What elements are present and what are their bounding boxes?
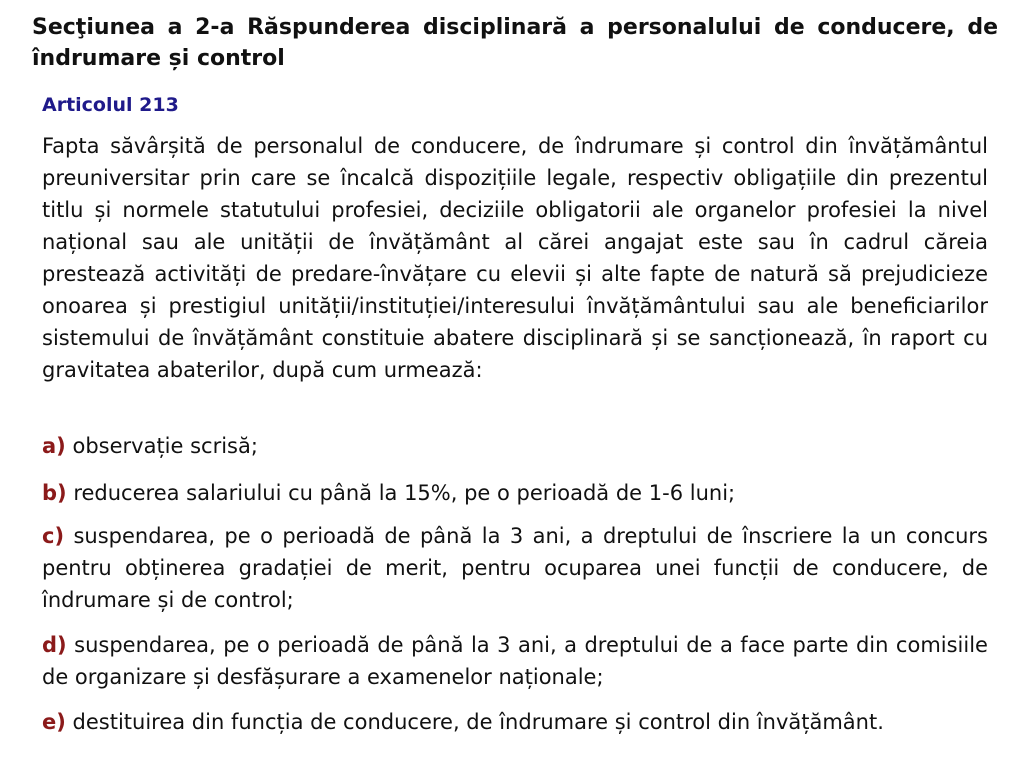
- list-item-marker: c): [42, 524, 65, 548]
- section-title: Secţiunea a 2-a Răspunderea disciplinară a personalului de conducere, de îndrumare și control: [32, 15, 998, 71]
- list-item-marker: d): [42, 633, 67, 657]
- article-title: Articolul 213: [42, 94, 179, 116]
- list-item-d: [42, 629, 988, 693]
- list-item-text: observație scrisă;: [72, 434, 258, 458]
- list-item-text: suspendarea, pe o perioadă de până la 3 ani, a dreptului de înscriere la un concurs pentru obținerea gradației de merit, pentru ocuparea unei funcții de conducere, de îndrumare și de control;: [42, 524, 988, 612]
- list-item-marker: b): [42, 481, 67, 505]
- list-item-text: reducerea salariului cu până la 15%, pe o perioadă de 1-6 luni;: [73, 481, 736, 505]
- list-item-text: suspendarea, pe o perioadă de până la 3 ani, a dreptului de a face parte din comisiile de organizare și desfășurare a examenelor naționale;: [42, 633, 988, 689]
- list-item-e: [42, 706, 988, 738]
- article-intro-paragraph: Fapta săvârșită de personalul de conducere, de îndrumare și control din învățământul preuniversitar prin care se încalcă dispozițiile legale, respectiv obligațiile din prezentul titlu și normele statutului profesiei, deciziile obligatorii ale organelor profesiei la nivel național sau ale unității de învățământ al cărei angajat este sau în cadrul căreia prestează activități de predare-învățare cu elevii și alte fapte de natură să prejudicieze onoarea și prestigiul unității/instituției/interesului învățământului sau ale beneficiarilor sistemului de învățământ constituie abatere disciplinară și se sancționează, în raport cu gravitatea abaterilor, după cum urmează:: [42, 134, 988, 382]
- list-item-text: destituirea din funcția de conducere, de îndrumare și control din învățământ.: [72, 710, 884, 734]
- list-item-a: [42, 430, 988, 462]
- list-item-marker: e): [42, 710, 66, 734]
- list-item-c: [42, 520, 988, 616]
- list-item-marker: a): [42, 434, 66, 458]
- list-item-b: [42, 477, 988, 509]
